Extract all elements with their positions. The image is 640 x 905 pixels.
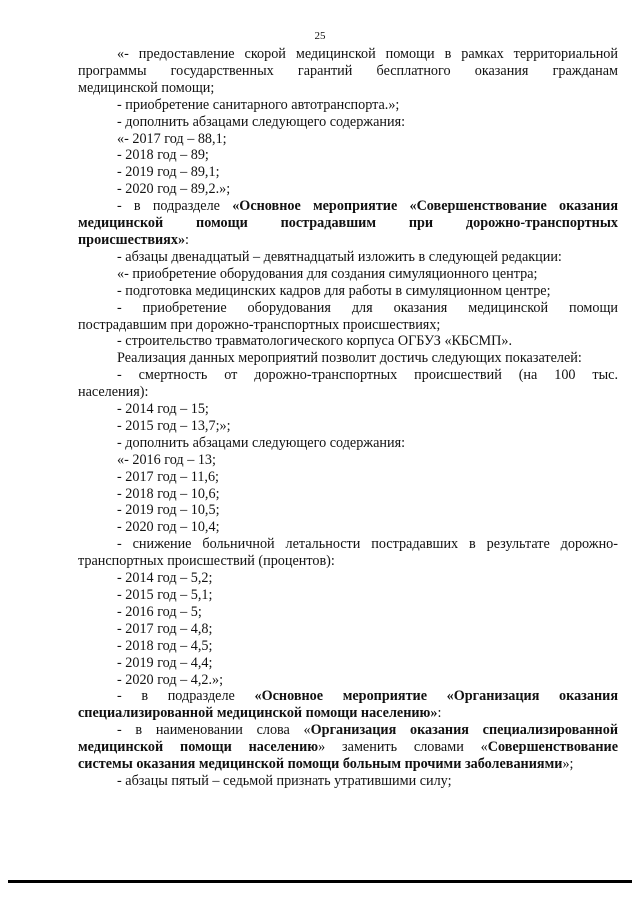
text-line: - 2017 год – 11,6; [117, 468, 219, 485]
text-span: - в подразделе [117, 198, 233, 215]
text-line [78, 688, 618, 705]
text-line: населения): [78, 384, 149, 401]
text-line [78, 722, 618, 739]
bold-text: «Основное мероприятие «Совершенствование оказания [232, 198, 618, 215]
text-line [78, 705, 618, 722]
text-span: : [437, 705, 442, 722]
text-line: - 2017 год – 4,8; [117, 620, 213, 637]
text-line: - абзацы двенадцатый – девятнадцатый изложить в следующей редакции: [117, 248, 562, 265]
text-line: - 2015 год – 5,1; [117, 587, 213, 603]
bold-text: системы оказания медицинской помощи больным прочими заболеваниями [78, 756, 563, 773]
text-line: - дополнить абзацами следующего содержания: [117, 113, 406, 130]
text-line: - подготовка медицинских кадров для работы в симуляционном центре; [117, 282, 551, 299]
bold-text: «Основное мероприятие «Организация оказания [254, 688, 618, 705]
text-line: - 2020 год – 4,2.»; [117, 671, 224, 688]
text-line: пострадавшим при дорожно-транспортных происшествиях; [78, 316, 441, 333]
text-line [78, 198, 618, 215]
bottom-rule [8, 880, 632, 883]
text-span: : [185, 231, 189, 248]
page-number: 25 [314, 30, 326, 42]
text-line: «- приобретение оборудования для создания симуляционного центра; [117, 265, 538, 282]
text-line: - 2019 год – 4,4; [117, 654, 213, 671]
text-span: - в подразделе [117, 688, 255, 705]
text-line: программы государственных гарантий бесплатного оказания гражданам [78, 62, 618, 79]
text-span: » заменить словами « [318, 739, 488, 756]
text-line: Реализация данных мероприятий позволит достичь следующих показателей: [117, 350, 582, 367]
text-line: - 2016 год – 5; [117, 603, 202, 620]
text-line [78, 739, 618, 756]
text-line: - 2014 год – 15; [117, 401, 209, 418]
text-line: - 2018 год – 10,6; [117, 485, 220, 502]
bold-text: Совершенствование [487, 739, 618, 756]
text-line [78, 756, 618, 773]
text-line: «- 2017 год – 88,1; [117, 130, 227, 147]
text-line: - снижение больничной летальности пострадавших в результате дорожно- [117, 536, 618, 553]
text-line: - 2014 год – 5,2; [117, 570, 213, 587]
text-line: - смертность от дорожно-транспортных происшествий (на 100 тыс. [117, 367, 618, 384]
bold-text: происшествиях» [78, 231, 186, 248]
text-line: - строительство травматологического корпуса ОГБУЗ «КБСМП». [117, 333, 513, 350]
bold-text: Организация оказания специализированной [310, 722, 618, 739]
text-line: медицинской помощи; [78, 79, 215, 96]
bold-text: специализированной медицинской помощи населению» [78, 705, 438, 722]
text-line: - 2019 год – 89,1; [117, 164, 220, 181]
text-line: - приобретение оборудования для оказания медицинской помощи [117, 299, 618, 316]
text-line: - 2020 год – 10,4; [117, 519, 220, 536]
text-line: - 2018 год – 4,5; [117, 637, 213, 654]
text-line: - 2018 год – 89; [117, 147, 209, 164]
text-span: »; [562, 756, 574, 773]
bold-text: медицинской помощи населению [78, 739, 319, 756]
text-line: - 2019 год – 10,5; [117, 502, 220, 519]
text-line: «- 2016 год – 13; [117, 451, 216, 468]
text-line: - приобретение санитарного автотранспорта.»; [117, 96, 400, 113]
text-line: - дополнить абзацами следующего содержания: [117, 434, 406, 451]
text-span: - в наименовании слова « [117, 722, 311, 739]
document-body [78, 46, 618, 790]
text-line: - 2015 год – 13,7;»; [117, 417, 231, 434]
text-line: - абзацы пятый – седьмой признать утратившими силу; [117, 772, 452, 789]
text-line [78, 215, 618, 232]
text-line: - 2020 год – 89,2.»; [117, 181, 231, 198]
text-line [78, 232, 618, 249]
text-line: транспортных происшествий (процентов): [78, 553, 335, 570]
bold-text: медицинской помощи пострадавшим при дорожно-транспортных [78, 215, 618, 232]
text-line: «- предоставление скорой медицинской помощи в рамках территориальной [117, 46, 618, 62]
